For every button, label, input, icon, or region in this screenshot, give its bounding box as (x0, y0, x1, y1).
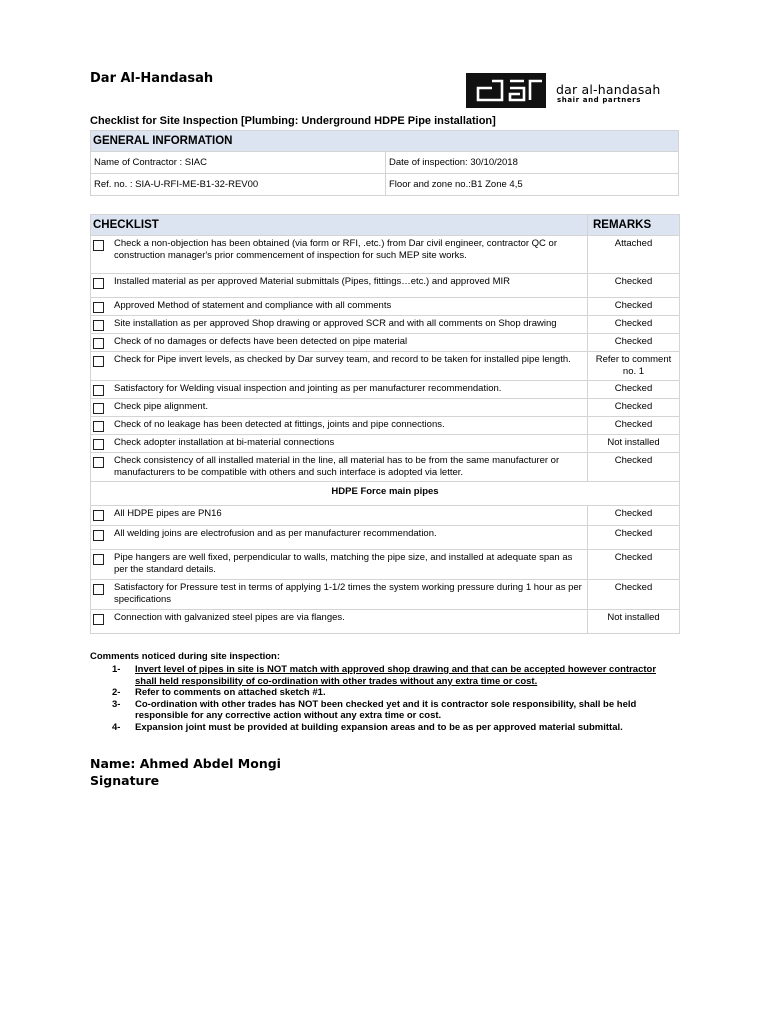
section-title: HDPE Force main pipes (91, 482, 680, 506)
dar-logo-mark-icon (466, 73, 546, 108)
checklist-row (91, 435, 680, 453)
checklist-table (90, 214, 680, 634)
remark: Checked (588, 417, 680, 435)
checkbox[interactable] (93, 510, 104, 521)
document-title: Checklist for Site Inspection [Plumbing: Underground HDPE Pipe installation] (90, 115, 496, 127)
comment-item (90, 699, 680, 722)
floor-zone: Floor and zone no.:B1 Zone 4,5 (386, 174, 679, 196)
company-name: Dar Al-Handasah (90, 71, 214, 86)
inspector-name: Name: Ahmed Abdel Mongi (90, 756, 281, 771)
signature-label: Signature (90, 773, 160, 788)
checklist-row (91, 236, 680, 274)
comment-text: Co-ordination with other trades has NOT been checked yet and it is contractor sole responsibility, shall be held responsible for any corrective action without any extra time or cost. (135, 698, 637, 722)
checklist-row (91, 352, 680, 381)
checklist-item-text: All welding joins are electrofusion and as per manufacturer recommendation. (114, 528, 437, 539)
checklist-row (91, 417, 680, 435)
comments-list (90, 664, 680, 734)
remark: Not installed (588, 610, 680, 634)
checklist-item-text: Check for Pipe invert levels, as checked by Dar survey team, and record to be taken for installed pipe length. (114, 354, 571, 365)
comment-item (90, 664, 680, 687)
remark: Checked (588, 399, 680, 417)
checklist-row (91, 506, 680, 526)
logo-wordmark: dar al-handasah (556, 82, 661, 97)
contractor-name: Name of Contractor : SIAC (91, 152, 386, 174)
checklist-row (91, 274, 680, 298)
checklist-item-text: All HDPE pipes are PN16 (114, 508, 222, 519)
remark: Refer to comment no. 1 (588, 352, 680, 381)
checklist-row (91, 610, 680, 634)
remark: Checked (588, 316, 680, 334)
remark: Checked (588, 580, 680, 610)
checklist-row (91, 381, 680, 399)
checklist-item-text: Approved Method of statement and compliance with all comments (114, 300, 392, 311)
remark: Checked (588, 298, 680, 316)
comment-text: Invert level of pipes in site is NOT match with approved shop drawing and that can be accepted however contractor shall held responsibility of co-ordination with other trades without any extra time or cost. (135, 664, 657, 687)
checkbox[interactable] (93, 302, 104, 313)
checklist-item-text: Satisfactory for Welding visual inspection and jointing as per manufacturer recommendation. (114, 383, 502, 394)
remarks-heading: REMARKS (588, 215, 680, 236)
checklist-row (91, 526, 680, 550)
section-row (91, 482, 680, 506)
remark: Checked (588, 334, 680, 352)
checklist-item-text: Installed material as per approved Material submittals (Pipes, fittings…etc.) and approved MIR (114, 276, 511, 287)
checkbox[interactable] (93, 240, 104, 251)
checkbox[interactable] (93, 385, 104, 396)
general-information-table (90, 130, 679, 196)
checklist-item-text: Connection with galvanized steel pipes are via flanges. (114, 612, 345, 623)
remark: Checked (588, 274, 680, 298)
remark: Checked (588, 550, 680, 580)
comment-item (90, 687, 680, 699)
comment-text: Expansion joint must be provided at building expansion areas and to be as per approved material submittal. (135, 721, 623, 733)
logo-tagline: shair and partners (557, 96, 641, 104)
checklist-row (91, 334, 680, 352)
comment-number: 3- (112, 698, 121, 710)
comment-number: 4- (112, 721, 121, 733)
checkbox[interactable] (93, 338, 104, 349)
checklist-item-text: Check of no leakage has been detected at fittings, joints and pipe connections. (114, 419, 445, 430)
checkbox[interactable] (93, 457, 104, 468)
checklist-item-text: Check pipe alignment. (114, 401, 208, 412)
remark: Checked (588, 506, 680, 526)
checklist-row (91, 550, 680, 580)
inspection-date: Date of inspection: 30/10/2018 (386, 152, 679, 174)
checkbox[interactable] (93, 530, 104, 541)
checkbox[interactable] (93, 554, 104, 565)
checklist-heading: CHECKLIST (91, 215, 588, 236)
checklist-row (91, 298, 680, 316)
checkbox[interactable] (93, 403, 104, 414)
checklist-item-text: Satisfactory for Pressure test in terms of applying 1-1/2 times the system working pressure during 1 hour as per specifications (114, 582, 582, 605)
remark: Not installed (588, 435, 680, 453)
company-logo (466, 73, 681, 109)
general-information-heading: GENERAL INFORMATION (91, 131, 679, 152)
checklist-item-text: Site installation as per approved Shop drawing or approved SCR and with all comments on Shop drawing (114, 318, 557, 329)
checklist-item-text: Check consistency of all installed material in the line, all material has to be from the same manufacturer or manufacturers to be compatible with others and such interface is adopted via letter. (114, 455, 560, 478)
checkbox[interactable] (93, 356, 104, 367)
remark: Attached (588, 236, 680, 274)
checkbox[interactable] (93, 278, 104, 289)
checklist-row (91, 453, 680, 482)
remark: Checked (588, 526, 680, 550)
checkbox[interactable] (93, 614, 104, 625)
checkbox[interactable] (93, 320, 104, 331)
comment-number: 1- (112, 664, 121, 675)
reference-number: Ref. no. : SIA-U-RFI-ME-B1-32-REV00 (91, 174, 386, 196)
checklist-item-text: Check a non-objection has been obtained (via form or RFI, .etc.) from Dar civil engineer, contractor QC or construction manager's prior commencement of inspection for such MEP site works. (114, 238, 558, 261)
checklist-item-text: Pipe hangers are well fixed, perpendicular to walls, matching the pipe size, and installed at adequate span as per the standard details. (114, 552, 573, 575)
comment-text: Refer to comments on attached sketch #1. (135, 687, 326, 699)
checkbox[interactable] (93, 421, 104, 432)
checklist-item-text: Check of no damages or defects have been detected on pipe material (114, 336, 408, 347)
checklist-row (91, 399, 680, 417)
checkbox[interactable] (93, 439, 104, 450)
comments-title: Comments noticed during site inspection: (90, 651, 281, 662)
checklist-row (91, 316, 680, 334)
remark: Checked (588, 453, 680, 482)
checkbox[interactable] (93, 584, 104, 595)
comment-number: 2- (112, 687, 121, 699)
checklist-row (91, 580, 680, 610)
comment-item (90, 722, 680, 734)
checklist-item-text: Check adopter installation at bi-material connections (114, 437, 335, 448)
remark: Checked (588, 381, 680, 399)
